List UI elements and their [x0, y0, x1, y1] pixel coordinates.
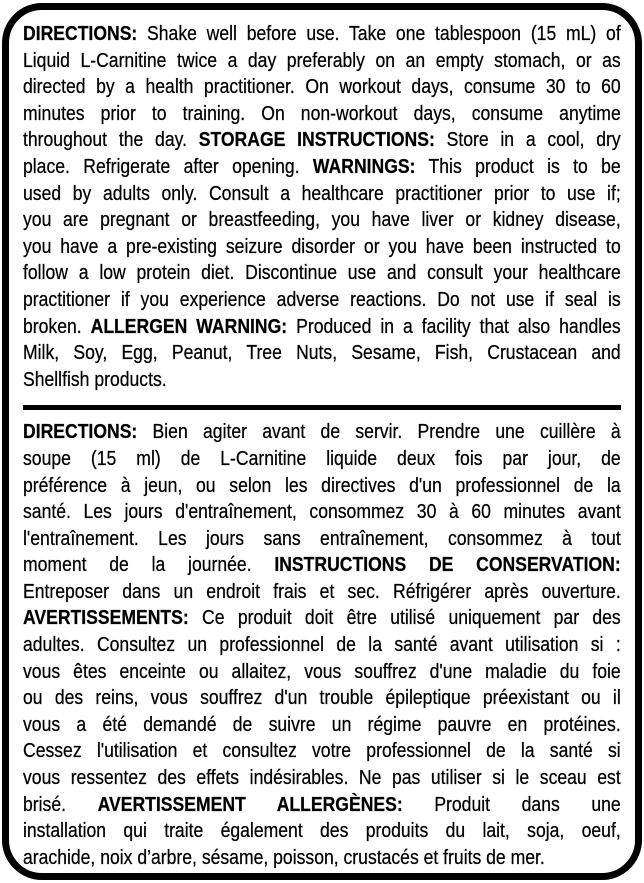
- section-heading: AVERTISSEMENT ALLERGÈNES:: [97, 793, 403, 816]
- body-text: This product is to be: [415, 155, 621, 178]
- body-text: minutes prior to training. On non-workout days, consume anytime: [23, 102, 621, 125]
- body-text: soupe (15 ml) de L-Carnitine liquide deux fois par jour, de: [23, 447, 621, 470]
- body-text: directed by a health practitioner. On workout days, consume 30 to 60: [23, 76, 621, 99]
- text-line: [23, 579, 621, 606]
- text-line: [23, 526, 621, 553]
- section-divider: [23, 405, 621, 410]
- directions-english-section: [23, 21, 621, 393]
- text-line: [23, 21, 621, 48]
- body-text: Store in a cool, dry: [434, 129, 621, 152]
- text-line: [23, 74, 621, 101]
- body-text: ou des reins, vous souffrez d'un trouble épileptique préexistant ou il: [23, 687, 621, 710]
- body-text: vous ressentez des effets indésirables. Ne pas utiliser si le sceau est: [23, 767, 621, 790]
- text-line: [23, 632, 621, 659]
- text-line: [23, 765, 621, 792]
- text-line: [23, 234, 621, 261]
- section-heading: DIRECTIONS:: [23, 23, 138, 45]
- directions-french-section: [23, 419, 621, 871]
- text-line: [23, 207, 621, 234]
- product-label-panel: [2, 3, 642, 880]
- body-text: Cessez l'utilisation et consultez votre professionnel de la santé si: [23, 740, 621, 763]
- text-line: [23, 446, 621, 473]
- text-line: [23, 473, 621, 500]
- text-line: [23, 154, 621, 181]
- section-heading: AVERTISSEMENTS:: [23, 607, 189, 630]
- text-line: [23, 260, 621, 287]
- body-text: broken.: [23, 315, 91, 338]
- body-text: Shake well before use. Take one tablespoon (15 mL) of: [137, 23, 621, 45]
- body-text: you have a pre-existing seizure disorder or you have been instructed to: [23, 235, 621, 258]
- text-line: [23, 552, 621, 579]
- body-text: throughout the day.: [23, 129, 199, 152]
- text-line: [23, 818, 621, 845]
- body-text: adultes. Consultez un professionnel de la santé avant utilisation si :: [23, 634, 621, 657]
- body-text: used by adults only. Consult a healthcare practitioner prior to use if;: [23, 182, 621, 205]
- body-text: Produced in a facility that also handles: [287, 315, 621, 338]
- text-line: [23, 605, 621, 632]
- text-line: [23, 712, 621, 739]
- body-text: you are pregnant or breastfeeding, you have liver or kidney disease,: [23, 209, 621, 232]
- text-line: [23, 659, 621, 686]
- text-line: [23, 685, 621, 712]
- section-heading: ALLERGEN WARNING:: [90, 315, 288, 338]
- body-text: Bien agiter avant de servir. Prendre une cuillère à: [137, 421, 621, 444]
- text-line: [23, 845, 621, 872]
- body-text: santé. Les jours d'entraînement, consommez 30 à 60 minutes avant: [23, 501, 621, 524]
- body-text: place. Refrigerate after opening.: [23, 155, 313, 178]
- body-text: Entreposer dans un endroit frais et sec. Réfrigérer après ouverture.: [23, 580, 621, 603]
- text-line: [23, 314, 621, 341]
- section-heading: WARNINGS:: [312, 155, 416, 178]
- body-text: préférence à jeun, ou selon les directives d'un professionnel de la: [23, 474, 621, 497]
- section-heading: STORAGE INSTRUCTIONS:: [198, 129, 435, 152]
- section-heading: INSTRUCTIONS DE CONSERVATION:: [274, 554, 621, 577]
- body-text: Ce produit doit être utilisé uniquement par des: [188, 607, 621, 630]
- body-text: practitioner if you experience adverse reactions. Do not use if seal is: [23, 288, 621, 311]
- text-line: [23, 367, 621, 394]
- body-text: l'entraînement. Les jours sans entraînement, consommez à tout: [23, 527, 621, 550]
- body-text: Liquid L-Carnitine twice a day preferably on an empty stomach, or as: [23, 49, 621, 72]
- text-line: [23, 181, 621, 208]
- body-text: installation qui traite également des produits du lait, soja, oeuf,: [23, 820, 621, 843]
- text-line: [23, 738, 621, 765]
- text-line: [23, 48, 621, 75]
- text-line: [23, 101, 621, 128]
- text-line: [23, 499, 621, 526]
- section-heading: DIRECTIONS:: [23, 421, 138, 444]
- body-text: follow a low protein diet. Discontinue use and consult your healthcare: [23, 262, 621, 285]
- text-line: [23, 792, 621, 819]
- body-text: moment de la journée.: [23, 554, 275, 577]
- body-text: Milk, Soy, Egg, Peanut, Tree Nuts, Sesame, Fish, Crustacean and: [23, 342, 621, 365]
- body-text: vous a été demandé de suivre un régime pauvre en protéines.: [23, 713, 621, 736]
- body-text: Shellfish products.: [23, 368, 167, 391]
- text-line: [23, 340, 621, 367]
- text-line: [23, 419, 621, 446]
- body-text: Produit dans une: [402, 793, 621, 816]
- body-text: brisé.: [23, 793, 98, 816]
- text-line: [23, 127, 621, 154]
- text-line: [23, 287, 621, 314]
- body-text: vous êtes enceinte ou allaitez, vous souffrez d'une maladie du foie: [23, 660, 621, 683]
- body-text: arachide, noix d’arbre, sésame, poisson, crustacés et fruits de mer.: [23, 846, 545, 869]
